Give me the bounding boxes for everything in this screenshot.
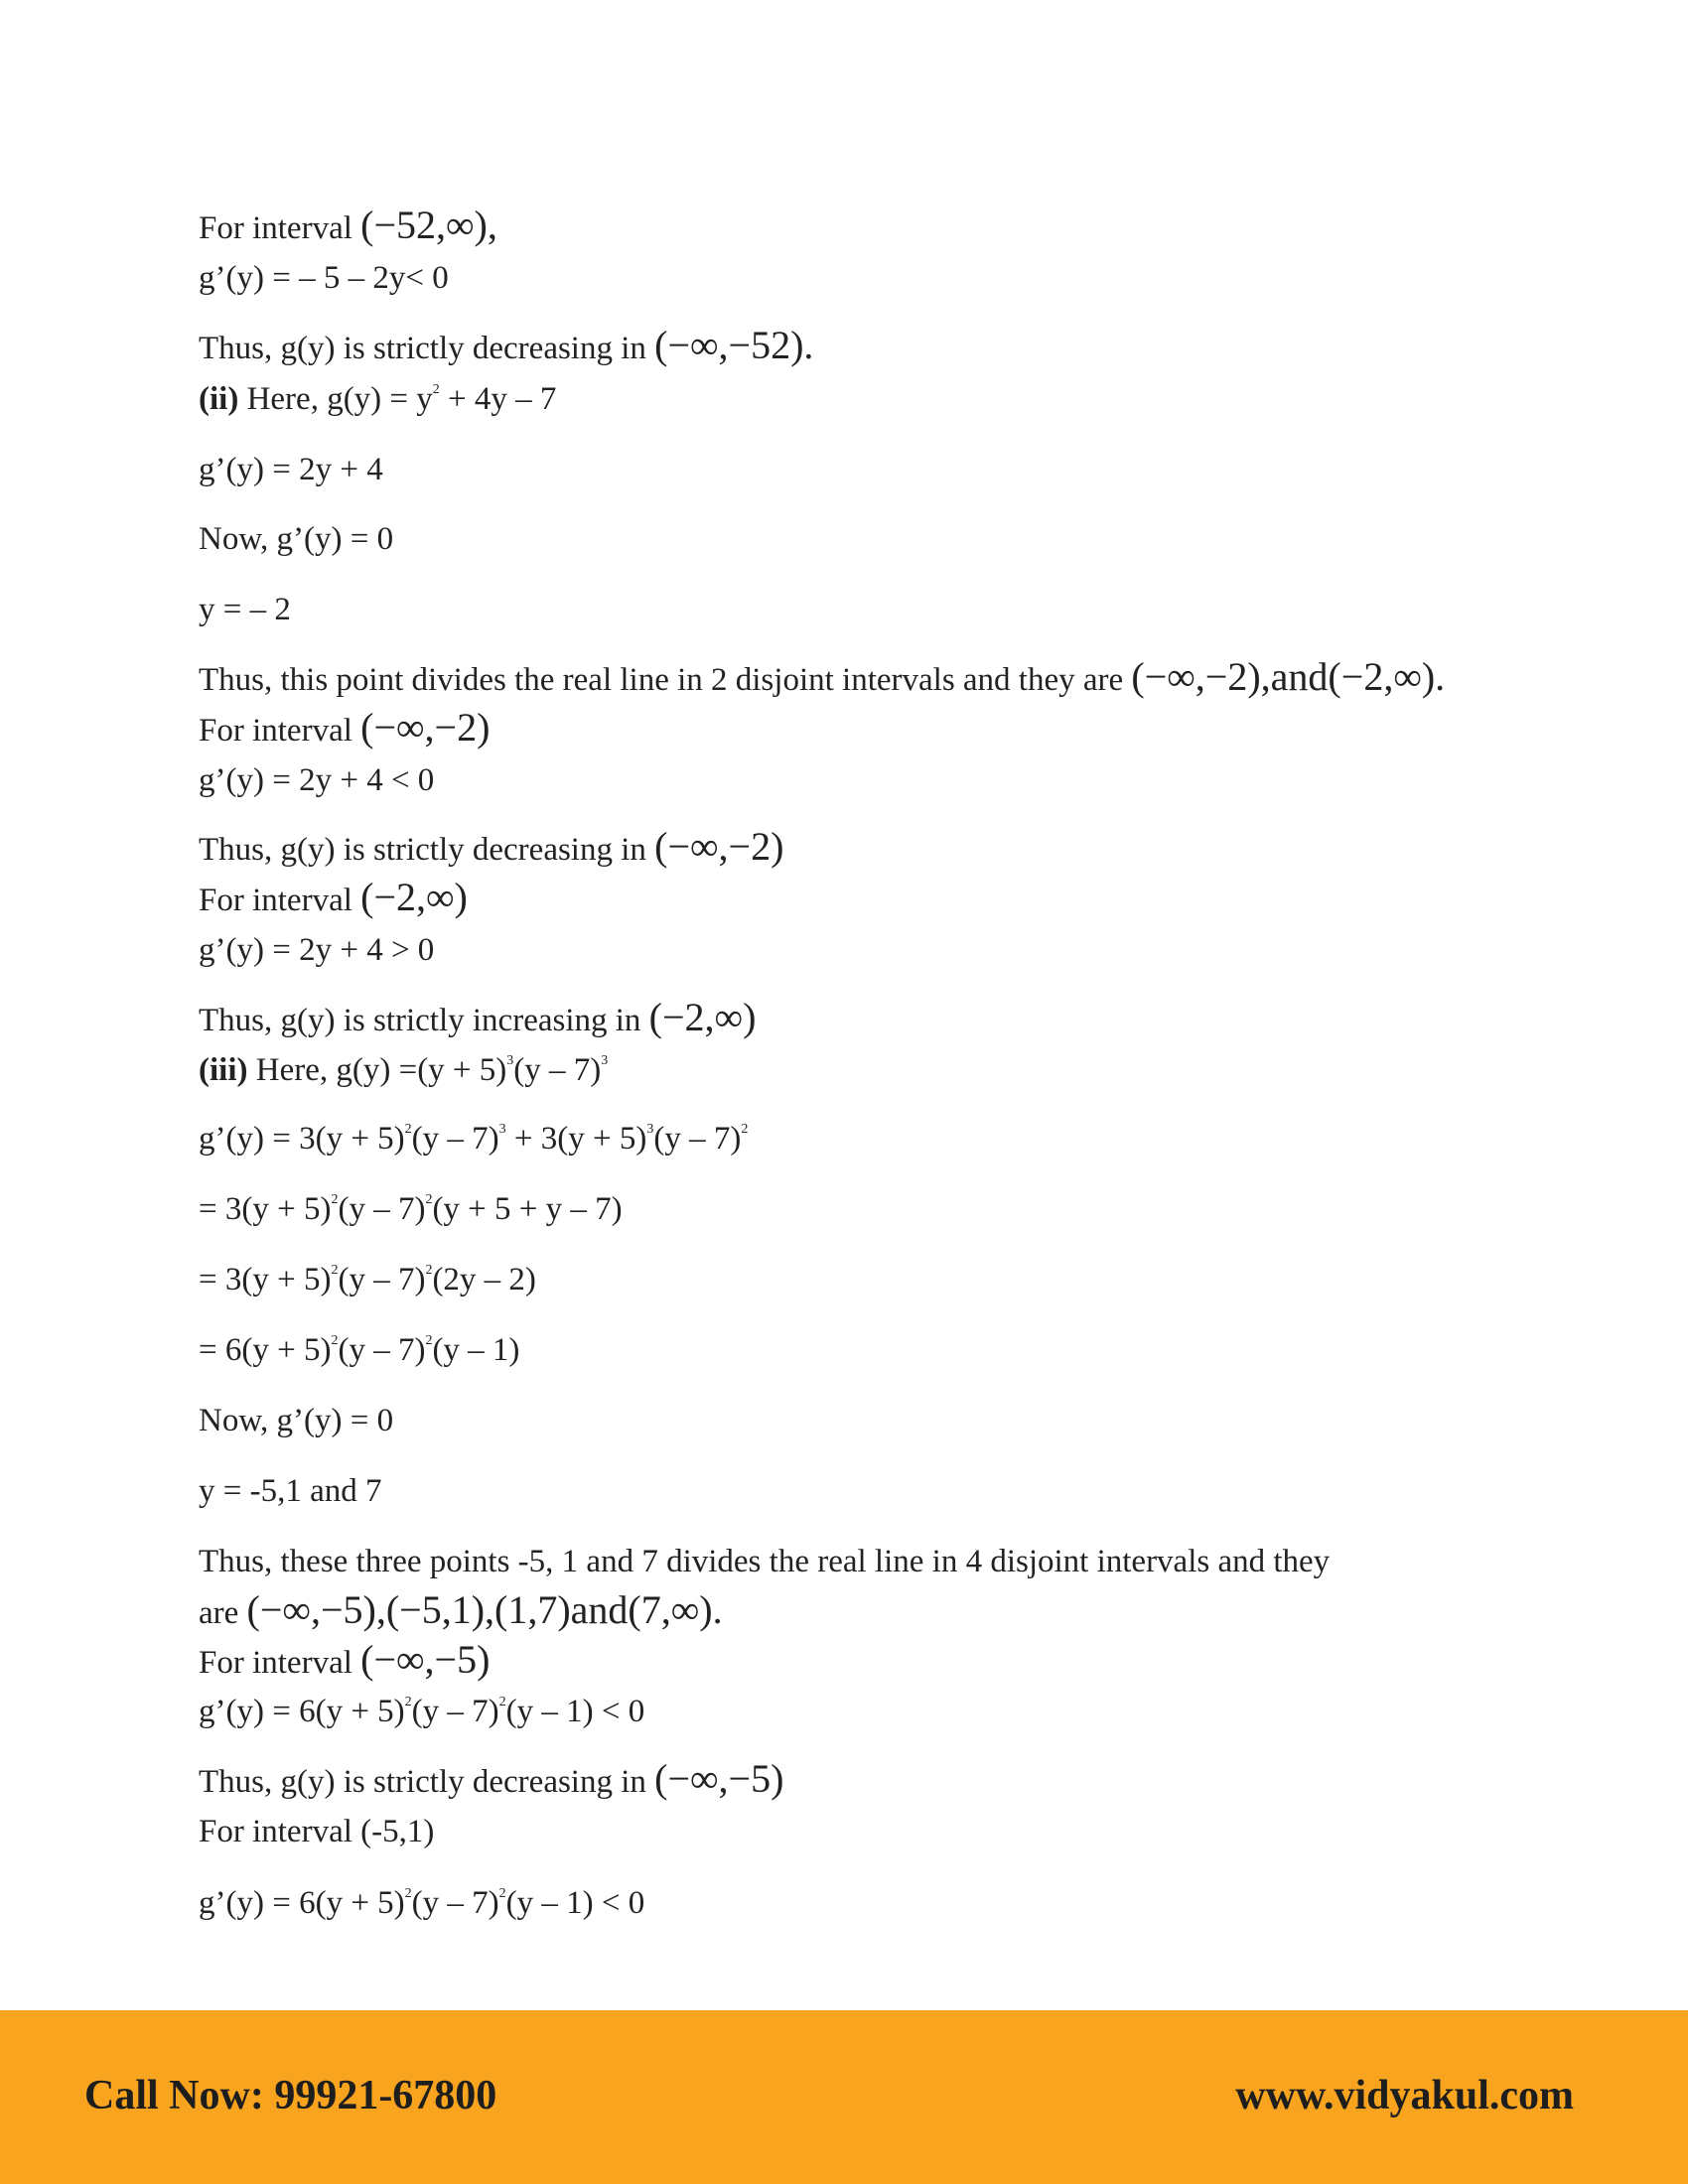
text-line: are (−∞,−5),(−5,1),(1,7)and(7,∞). [199,1587,723,1632]
equation-line: g’(y) = – 5 – 2y< 0 [199,260,449,296]
equation-line: = $6(y + 5)^2(y - 7)^2(y - 1)$ [199,1332,520,1368]
call-now-text[interactable]: Call Now: 99921-67800 [84,2073,497,2118]
text-line: Thus, g(y) is strictly decreasing in (−∞,−5) [199,1756,784,1801]
footer-banner [0,2010,1688,2184]
text-line: For interval (−2,∞) [199,875,468,919]
text-line: Thus, this point divides the real line in 2 disjoint intervals and they are (−∞,−2),and(−2,∞). [199,654,1446,699]
text-line: For interval (−∞,−2) [199,705,491,750]
text-line: For interval (−∞,−5) [199,1637,491,1682]
text-line: For interval (-5,1) [199,1814,435,1849]
text-line: Thus, g(y) is strictly decreasing in (−∞,−2) [199,824,784,869]
equation-line: g’(y) = $6(y + 5)^2(y - 7)^2(y - 1) < 0$ [199,1694,645,1729]
text-line: For interval (−52,∞), [199,203,497,247]
equation-line: g’(y) = $3(y + 5)^2(y - 7)^3 + 3(y + 5)^3(y - 7)^2$ [199,1121,749,1157]
equation-line: = $3(y + 5)^2(y - 7)^2(2y - 2)$ [199,1262,536,1297]
equation-line: Now, g’(y) = 0 [199,1403,394,1438]
equation-line: y = -5,1 and 7 [199,1473,382,1509]
part-heading: (ii) Here, $g(y) = y^2 + 4y - 7$ [199,381,557,417]
equation-line: g’(y) = 2y + 4 > 0 [199,932,435,968]
website-link[interactable]: www.vidyakul.com [1235,2073,1574,2118]
equation-line: g’(y) = 2y + 4 < 0 [199,762,435,798]
equation-line: g’(y) = $6(y + 5)^2(y - 7)^2(y - 1) < 0$ [199,1885,645,1921]
equation-line: = $3(y + 5)^2(y - 7)^2(y + 5 + y - 7)$ [199,1191,623,1227]
equation-line: g’(y) = 2y + 4 [199,452,383,487]
equation-line: y = – 2 [199,592,291,627]
part-heading: (iii) Here, $g(y) =(y + 5)^3(y - 7)^3$ [199,1052,609,1088]
equation-line: Now, g’(y) = 0 [199,521,394,557]
text-line: Thus, g(y) is strictly decreasing in (−∞,−52). [199,323,814,367]
text-line: Thus, these three points -5, 1 and 7 divides the real line in 4 disjoint intervals and they [199,1544,1331,1579]
text-line: Thus, g(y) is strictly increasing in (−2,∞) [199,995,757,1039]
